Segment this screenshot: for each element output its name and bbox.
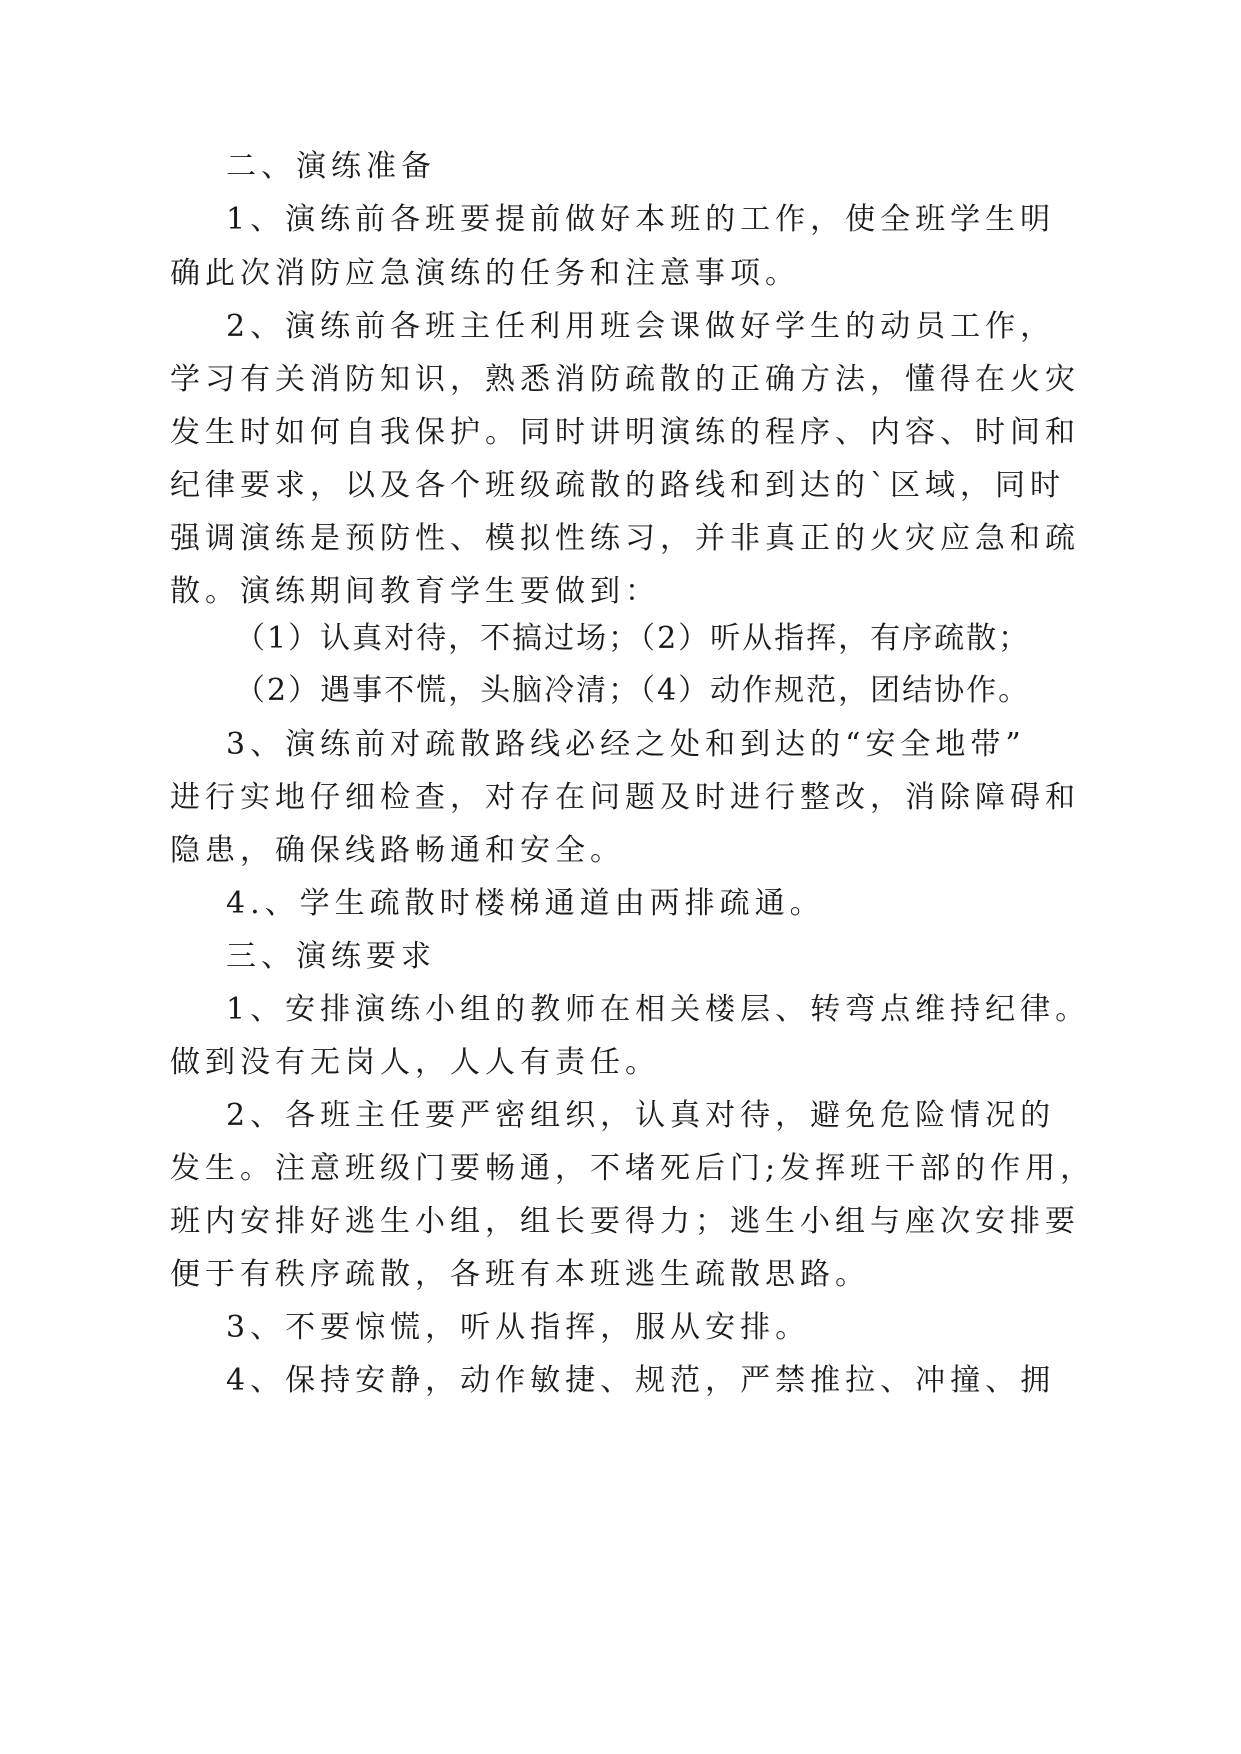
requirement-list-line: （2）遇事不慌，头脑冷清；（4）动作规范，团结协作。 [235,673,1031,708]
paragraph-line: 做到没有无岗人，人人有责任。 [170,1045,660,1080]
paragraph-line: 2、演练前各班主任利用班会课做好学生的动员工作， [226,309,1056,344]
paragraph-line: 便于有秩序疏散，各班有本班逃生疏散思路。 [170,1257,870,1292]
paragraph-line: 确此次消防应急演练的任务和注意事项。 [170,256,800,291]
section-heading-drill-preparation: 二、演练准备 [226,149,436,184]
paragraph-line: 1、演练前各班要提前做好本班的工作，使全班学生明 [226,202,1056,237]
paragraph-line: 4.、学生疏散时楼梯通道由两排疏通。 [226,886,825,921]
paragraph-line: 1、安排演练小组的教师在相关楼层、转弯点维持纪律。 [226,992,1091,1027]
paragraph-line: 散。演练期间教育学生要做到： [170,574,660,609]
paragraph-line: 班内安排好逃生小组，组长要得力；逃生小组与座次安排要 [170,1204,1080,1239]
paragraph-line: 4、保持安静，动作敏捷、规范，严禁推拉、冲撞、拥 [226,1363,1056,1398]
paragraph-line: 学习有关消防知识，熟悉消防疏散的正确方法，懂得在火灾 [170,362,1080,397]
paragraph-line: 隐患，确保线路畅通和安全。 [170,833,625,868]
paragraph-line: 强调演练是预防性、模拟性练习，并非真正的火灾应急和疏 [170,521,1080,556]
paragraph-line: 发生时如何自我保护。同时讲明演练的程序、内容、时间和 [170,415,1080,450]
paragraph-line: 进行实地仔细检查，对存在问题及时进行整改，消除障碍和 [170,780,1080,815]
paragraph-line: 纪律要求，以及各个班级疏散的路线和到达的`区域，同时 [170,468,1065,503]
paragraph-line: 3、演练前对疏散路线必经之处和到达的“安全地带” [226,727,1026,762]
section-heading-drill-requirements: 三、演练要求 [226,939,436,974]
requirement-list-line: （1）认真对待，不搞过场；（2）听从指挥，有序疏散； [235,621,1031,656]
paragraph-line: 2、各班主任要严密组织，认真对待，避免危险情况的 [226,1098,1056,1133]
paragraph-line: 发生。注意班级门要畅通，不堵死后门;发挥班干部的作用， [170,1151,1096,1186]
paragraph-line: 3、不要惊慌，听从指挥，服从安排。 [226,1310,811,1345]
